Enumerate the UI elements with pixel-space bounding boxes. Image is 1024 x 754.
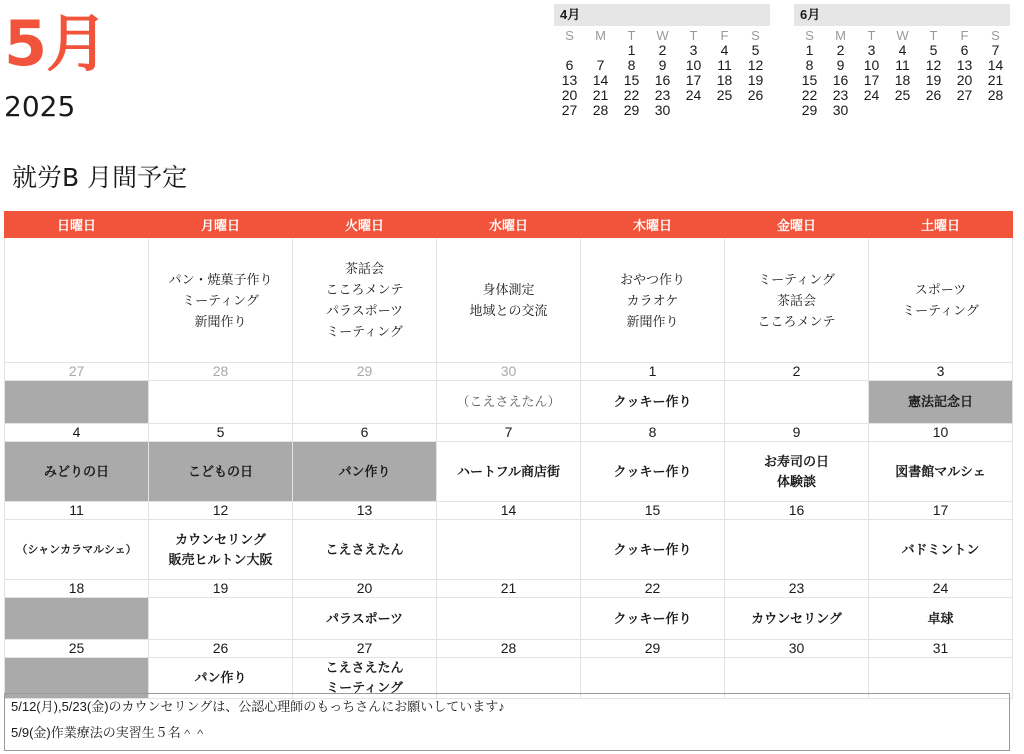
program-cell: 茶話会 こころメンテ パラスポーツ ミーティング	[293, 238, 437, 363]
day-number: 30	[725, 640, 869, 658]
mini-day: 18	[716, 72, 733, 88]
event-cell: こどもの日	[149, 442, 293, 502]
event-cell	[725, 520, 869, 580]
note-line: 5/9(金)作業療法の実習生５名＾＾	[11, 725, 207, 740]
mini-day: 28	[592, 102, 609, 118]
mini-day: 30	[654, 102, 671, 118]
mini-day	[949, 103, 980, 118]
mini-day: 12	[747, 57, 764, 73]
mini-day: 29	[623, 102, 640, 118]
mini-day: 1	[805, 42, 814, 58]
day-number: 31	[869, 640, 1013, 658]
mini-day	[709, 103, 740, 118]
mini-day: 23	[832, 87, 849, 103]
day-number: 2	[725, 363, 869, 381]
mini-day: 25	[716, 87, 733, 103]
day-number: 17	[869, 502, 1013, 520]
mini-day: 4	[898, 42, 907, 58]
day-number: 8	[581, 424, 725, 442]
day-number: 7	[437, 424, 581, 442]
weekday-initial: M	[835, 28, 846, 43]
mini-day: 28	[987, 87, 1004, 103]
mini-day: 11	[717, 57, 732, 73]
mini-day: 30	[832, 102, 849, 118]
mini-day: 22	[623, 87, 640, 103]
event-cell: クッキー作り	[581, 381, 725, 424]
day-number: 20	[293, 580, 437, 598]
date-row	[5, 580, 1013, 598]
day-number: 25	[5, 640, 149, 658]
schedule-subtitle: 就労B 月間予定	[12, 163, 188, 192]
event-cell	[293, 381, 437, 424]
weekday-header: 月曜日	[149, 212, 293, 238]
mini-day: 5	[929, 42, 938, 58]
mini-calendar-grid	[794, 28, 1010, 118]
monthly-calendar	[4, 211, 1013, 699]
day-number: 22	[581, 580, 725, 598]
day-number: 27	[293, 640, 437, 658]
event-cell: （こえさえたん）	[437, 381, 581, 424]
mini-day: 6	[960, 42, 969, 58]
event-cell: クッキー作り	[581, 520, 725, 580]
mini-day: 9	[836, 57, 845, 73]
mini-day: 8	[627, 57, 636, 73]
mini-calendar-grid	[554, 28, 770, 118]
weekday-initial: T	[867, 28, 876, 43]
mini-day: 1	[627, 42, 636, 58]
event-cell	[5, 381, 149, 424]
date-row	[5, 424, 1013, 442]
event-cell	[437, 598, 581, 640]
day-number: 4	[5, 424, 149, 442]
day-number: 23	[725, 580, 869, 598]
event-cell: クッキー作り	[581, 442, 725, 502]
weekday-initial: W	[656, 28, 669, 43]
day-number: 11	[5, 502, 149, 520]
event-cell: こえさえたん	[293, 520, 437, 580]
mini-day: 4	[720, 42, 729, 58]
event-cell: クッキー作り	[581, 598, 725, 640]
program-cell	[5, 238, 149, 363]
mini-calendar-june	[794, 4, 1010, 118]
weekday-header: 日曜日	[5, 212, 149, 238]
mini-day: 29	[801, 102, 818, 118]
year-label: 2025	[4, 90, 76, 123]
weekday-initial: T	[689, 28, 698, 43]
event-cell	[725, 381, 869, 424]
mini-day: 15	[801, 72, 818, 88]
mini-day: 20	[956, 72, 973, 88]
weekday-initial: M	[595, 28, 606, 43]
event-cell: カウンセリング 販売ヒルトン大阪	[149, 520, 293, 580]
weekday-initial: S	[751, 28, 760, 43]
day-number: 29	[581, 640, 725, 658]
mini-day	[554, 43, 585, 58]
mini-day: 27	[956, 87, 973, 103]
mini-calendar-title: 6月	[794, 4, 1010, 26]
weekday-initial: S	[991, 28, 1000, 43]
mini-day: 8	[805, 57, 814, 73]
event-cell: ハートフル商店街	[437, 442, 581, 502]
event-cell: パラスポーツ	[293, 598, 437, 640]
program-cell: おやつ作り カラオケ 新聞作り	[581, 238, 725, 363]
day-number: 6	[293, 424, 437, 442]
mini-calendar-title: 4月	[554, 4, 770, 26]
event-row	[5, 381, 1013, 424]
mini-day: 13	[561, 72, 578, 88]
event-row	[5, 520, 1013, 580]
mini-day: 16	[832, 72, 849, 88]
day-number: 30	[437, 363, 581, 381]
day-number: 9	[725, 424, 869, 442]
day-number: 19	[149, 580, 293, 598]
mini-day: 26	[747, 87, 764, 103]
mini-day: 5	[751, 42, 760, 58]
weekday-header: 水曜日	[437, 212, 581, 238]
weekday-initial: W	[896, 28, 909, 43]
event-cell: 図書館マルシェ	[869, 442, 1013, 502]
weekday-header: 火曜日	[293, 212, 437, 238]
mini-calendar-april	[554, 4, 770, 118]
mini-day: 13	[956, 57, 973, 73]
note-line: 5/12(月),5/23(金)のカウンセリングは、公認心理師のもっちさんにお願いしています♪	[11, 699, 505, 714]
mini-day: 14	[592, 72, 609, 88]
mini-day: 17	[685, 72, 702, 88]
day-number: 21	[437, 580, 581, 598]
mini-day	[678, 103, 709, 118]
day-number: 14	[437, 502, 581, 520]
event-cell	[149, 381, 293, 424]
event-cell: みどりの日	[5, 442, 149, 502]
mini-day: 24	[863, 87, 880, 103]
event-cell	[149, 598, 293, 640]
mini-day: 21	[592, 87, 609, 103]
day-number: 26	[149, 640, 293, 658]
event-cell: バドミントン	[869, 520, 1013, 580]
weekday-initial: F	[720, 28, 729, 43]
event-cell: こえさえたん ミーティング	[293, 658, 437, 699]
event-cell	[437, 520, 581, 580]
mini-day: 9	[658, 57, 667, 73]
mini-day: 17	[863, 72, 880, 88]
mini-day: 26	[925, 87, 942, 103]
mini-day: 25	[894, 87, 911, 103]
mini-day: 22	[801, 87, 818, 103]
day-number: 10	[869, 424, 1013, 442]
weekday-header: 土曜日	[869, 212, 1013, 238]
event-cell	[5, 598, 149, 640]
mini-day: 3	[867, 42, 876, 58]
mini-day: 20	[561, 87, 578, 103]
program-cell: スポーツ ミーティング	[869, 238, 1013, 363]
mini-day: 10	[863, 57, 880, 73]
mini-day: 21	[987, 72, 1004, 88]
mini-day	[918, 103, 949, 118]
mini-day: 2	[658, 42, 667, 58]
mini-day	[856, 103, 887, 118]
weekday-initial: S	[805, 28, 814, 43]
mini-day: 16	[654, 72, 671, 88]
weekday-header: 金曜日	[725, 212, 869, 238]
mini-day: 7	[596, 57, 605, 73]
event-cell: パン作り	[149, 658, 293, 699]
day-number: 12	[149, 502, 293, 520]
event-cell: パン作り	[293, 442, 437, 502]
weekday-header: 木曜日	[581, 212, 725, 238]
day-number: 3	[869, 363, 1013, 381]
mini-day: 11	[895, 57, 910, 73]
event-cell: 卓球	[869, 598, 1013, 640]
month-title: 5月	[4, 7, 108, 80]
event-cell: 憲法記念日	[869, 381, 1013, 424]
mini-day: 3	[689, 42, 698, 58]
mini-day: 18	[894, 72, 911, 88]
mini-day: 7	[991, 42, 1000, 58]
mini-day: 15	[623, 72, 640, 88]
day-number: 13	[293, 502, 437, 520]
date-row	[5, 502, 1013, 520]
day-number: 15	[581, 502, 725, 520]
weekday-initial: S	[565, 28, 574, 43]
weekday-initial: T	[929, 28, 938, 43]
day-number: 1	[581, 363, 725, 381]
mini-day	[585, 43, 616, 58]
mini-day	[740, 103, 771, 118]
day-number: 24	[869, 580, 1013, 598]
mini-day: 19	[925, 72, 942, 88]
mini-day: 19	[747, 72, 764, 88]
date-row	[5, 363, 1013, 381]
weekday-header-row	[5, 212, 1013, 238]
program-cell: パン・焼菓子作り ミーティング 新聞作り	[149, 238, 293, 363]
mini-day: 2	[836, 42, 845, 58]
day-number: 28	[437, 640, 581, 658]
mini-day	[980, 103, 1011, 118]
day-number: 29	[293, 363, 437, 381]
day-number: 18	[5, 580, 149, 598]
mini-day: 10	[685, 57, 702, 73]
event-cell: （シャンカラマルシェ）	[5, 520, 149, 580]
mini-day: 23	[654, 87, 671, 103]
event-row	[5, 598, 1013, 640]
mini-day: 12	[925, 57, 942, 73]
notes-box	[4, 693, 1010, 751]
event-row	[5, 442, 1013, 502]
mini-day: 14	[987, 57, 1004, 73]
day-number: 28	[149, 363, 293, 381]
event-cell: カウンセリング	[725, 598, 869, 640]
day-number: 16	[725, 502, 869, 520]
program-cell: ミーティング 茶話会 こころメンテ	[725, 238, 869, 363]
day-number: 27	[5, 363, 149, 381]
weekday-initial: T	[627, 28, 636, 43]
weekday-initial: F	[960, 28, 969, 43]
date-row	[5, 640, 1013, 658]
event-cell: お寿司の日 体験談	[725, 442, 869, 502]
mini-day: 24	[685, 87, 702, 103]
day-number: 5	[149, 424, 293, 442]
mini-day: 27	[561, 102, 578, 118]
program-row	[5, 238, 1013, 363]
mini-day: 6	[565, 57, 574, 73]
mini-day	[887, 103, 918, 118]
program-cell: 身体測定 地域との交流	[437, 238, 581, 363]
